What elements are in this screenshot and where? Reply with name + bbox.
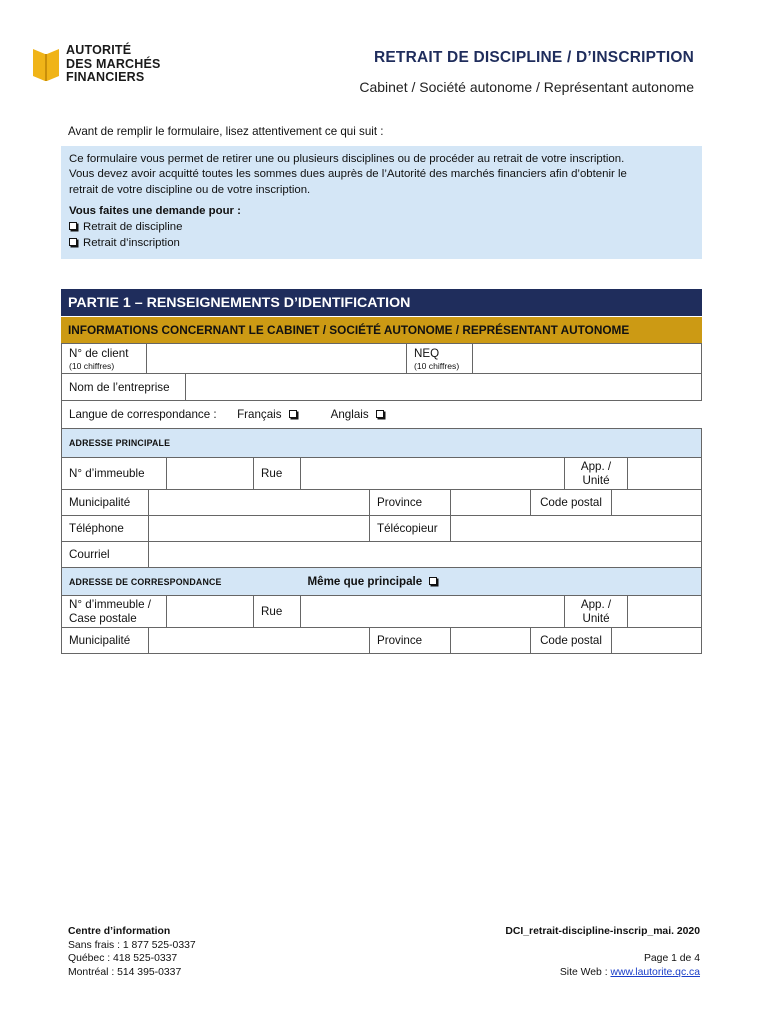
option-retrait-inscription[interactable]: Retrait d’inscription: [69, 235, 694, 251]
lang-en-checkbox[interactable]: [376, 410, 384, 418]
request-question: Vous faites une demande pour :: [69, 204, 241, 217]
city2-field[interactable]: [149, 628, 370, 654]
lang-fr-label: Français: [237, 408, 282, 421]
info-line-1: Ce formulaire vous permet de retirer une ou plusieurs disciplines ou de procéder au retrait de votre inscription.: [69, 153, 625, 165]
checkbox[interactable]: [69, 222, 77, 230]
part1-subheader: INFORMATIONS CONCERNANT LE CABINET / SOCIÉTÉ AUTONOME / REPRÉSENTANT AUTONOME: [61, 317, 702, 343]
main-address-header: [61, 428, 702, 458]
building-no-label: N° d’immeuble: [62, 458, 167, 490]
phone-field[interactable]: [149, 516, 370, 542]
montreal-number: Montréal : 514 395-0337: [68, 966, 182, 978]
building-no-field[interactable]: [167, 458, 254, 490]
client-no-label: N° de client: [69, 347, 129, 360]
email-label: Courriel: [62, 542, 149, 568]
language-row: [61, 400, 702, 429]
city2-label: Municipalité: [62, 628, 149, 654]
phone-fax-row: [61, 515, 702, 542]
neq-label: NEQ: [414, 347, 440, 360]
website: Site Web : www.lautorite.qc.ca: [559, 966, 700, 978]
building-po-label: N° d’immeuble / Case postale: [62, 596, 167, 628]
client-no-field[interactable]: [147, 344, 407, 374]
email-row: [61, 541, 702, 568]
info-center-title: Centre d’information: [68, 926, 171, 937]
info-line-2: Vous devez avoir acquitté toutes les sommes dues auprès de l’Autorité des marchés financiers afin d’obtenir le: [69, 168, 627, 181]
apt-label: App. / Unité: [565, 458, 628, 490]
intro-text: Avant de remplir le formulaire, lisez attentivement ce qui suit :: [68, 125, 384, 138]
client-no-hint: (10 chiffres): [69, 361, 115, 371]
province2-field[interactable]: [451, 628, 531, 654]
fax-field[interactable]: [451, 516, 702, 542]
street2-label: Rue: [254, 596, 301, 628]
postal-field[interactable]: [612, 490, 702, 516]
checkbox[interactable]: [69, 238, 77, 246]
province-label: Province: [370, 490, 451, 516]
main-address-label: ADRESSE PRINCIPALE: [62, 429, 702, 458]
company-name-label: Nom de l’entreprise: [62, 374, 186, 401]
apt-field[interactable]: [628, 458, 702, 490]
city-field[interactable]: [149, 490, 370, 516]
building-po-field[interactable]: [167, 596, 254, 628]
main-address-row1: [61, 457, 702, 490]
lang-fr-checkbox[interactable]: [289, 410, 297, 418]
client-neq-row: [61, 343, 702, 374]
mail-address-label: ADRESSE DE CORRESPONDANCE: [62, 568, 301, 596]
tollfree-number: Sans frais : 1 877 525-0337: [68, 939, 196, 951]
apt2-field[interactable]: [628, 596, 702, 628]
website-link[interactable]: www.lautorite.qc.ca: [610, 966, 700, 978]
email-field[interactable]: [149, 542, 702, 568]
amf-book-icon: [32, 46, 60, 82]
info-box: [61, 146, 702, 259]
company-name-field[interactable]: [186, 374, 702, 401]
neq-hint: (10 chiffres): [414, 361, 460, 371]
footer-right: [505, 925, 700, 979]
street-label: Rue: [254, 458, 301, 490]
part1-header: PARTIE 1 – RENSEIGNEMENTS D’IDENTIFICATION: [61, 289, 702, 316]
document-subtitle: Cabinet / Société autonome / Représentant autonome: [359, 79, 694, 95]
mail-address-row1: [61, 595, 702, 628]
option-retrait-discipline[interactable]: Retrait de discipline: [69, 219, 694, 235]
main-address-row2: [61, 489, 702, 516]
street-field[interactable]: [301, 458, 565, 490]
mail-address-header: [61, 567, 702, 596]
phone-label: Téléphone: [62, 516, 149, 542]
postal2-field[interactable]: [612, 628, 702, 654]
street2-field[interactable]: [301, 596, 565, 628]
postal-label: Code postal: [531, 490, 612, 516]
footer-info-center: [68, 925, 196, 979]
amf-logo: [32, 44, 172, 90]
postal2-label: Code postal: [531, 628, 612, 654]
language-label: Langue de correspondance :: [69, 408, 217, 421]
same-as-main[interactable]: Même que principale: [301, 568, 702, 596]
info-line-3: retrait de votre discipline ou de votre inscription.: [69, 183, 311, 196]
company-name-row: [61, 373, 702, 401]
page-number: Page 1 de 4: [643, 953, 700, 964]
same-as-checkbox[interactable]: [429, 577, 437, 585]
form-code: DCI_retrait-discipline-inscrip_mai. 2020: [505, 926, 700, 937]
province2-label: Province: [370, 628, 451, 654]
quebec-number: Québec : 418 525-0337: [68, 953, 178, 964]
neq-field[interactable]: [473, 344, 702, 374]
city-label: Municipalité: [62, 490, 149, 516]
fax-label: Télécopieur: [370, 516, 451, 542]
lang-en-label: Anglais: [330, 408, 369, 421]
province-field[interactable]: [451, 490, 531, 516]
apt2-label: App. / Unité: [565, 596, 628, 628]
mail-address-row2: [61, 627, 702, 654]
logo-text: AUTORITÉ DES MARCHÉS FINANCIERS: [66, 43, 161, 84]
document-title: RETRAIT DE DISCIPLINE / D’INSCRIPTION: [373, 49, 694, 66]
